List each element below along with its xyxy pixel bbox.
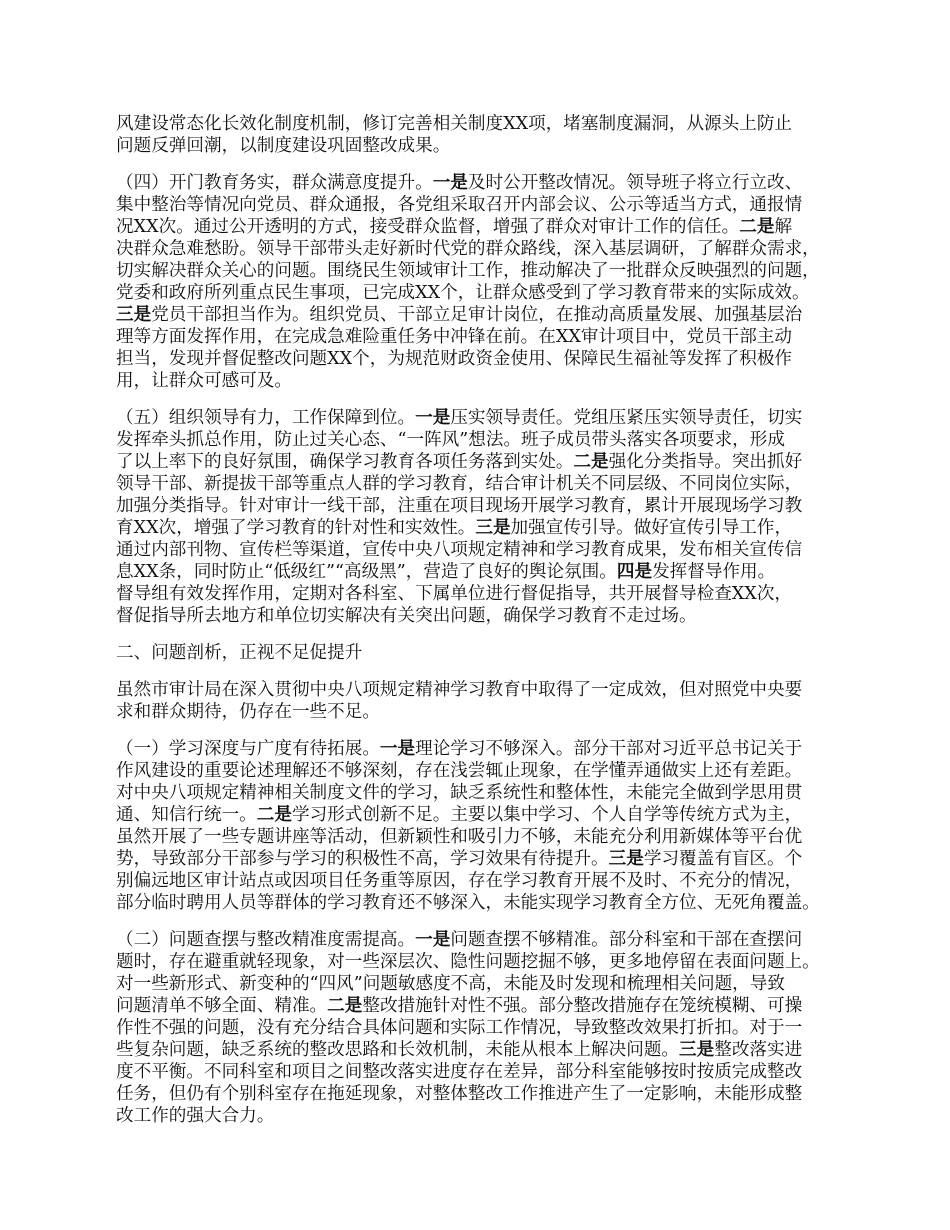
paragraph [116, 738, 846, 914]
text-line [116, 326, 846, 348]
text-segment: （四）开门教育务实，群众满意度提升。 [116, 173, 433, 193]
text-segment: 势，导致部分干部参与学习的积极性不高，学习效果有待提升。 [116, 849, 609, 869]
text-line [116, 583, 846, 605]
text-segment: 风建设常态化长效化制度机制，修订完善相关制度XX项，堵塞制度漏洞，从源头上防止 [116, 114, 793, 134]
text-line [116, 679, 846, 701]
bold-keyword: 二是 [739, 216, 775, 237]
text-line [116, 407, 846, 429]
bold-keyword: 三是 [679, 1039, 715, 1060]
text-segment: 强化分类指导。突出抓好 [608, 452, 803, 472]
text-segment: （五）组织领导有力，工作保障到位。 [116, 408, 416, 428]
text-segment: 集中整治等情况向党员、群众通报，各党组采取召开内部会议、公示等适当方式，通报情 [116, 195, 803, 215]
paragraph [116, 113, 846, 157]
text-line [116, 642, 846, 664]
text-segment: 用，让群众可感可及。 [116, 371, 292, 391]
text-segment: 求和群众期待，仍存在一些不足。 [116, 702, 380, 722]
text-line [116, 804, 846, 826]
text-segment: 对中央八项规定精神相关制度文件的学习，缺乏系统性和整体性，未能完全做到学思用贯 [116, 783, 803, 803]
text-line [116, 892, 846, 914]
text-line [116, 605, 846, 627]
bold-keyword: 四是 [616, 561, 653, 582]
text-line [116, 135, 846, 157]
text-segment: 虽然开展了一些专题讲座等活动，但新颖性和吸引力不够，未能充分利用新媒体等平台优 [116, 827, 803, 847]
text-line [116, 782, 846, 804]
text-line [116, 194, 846, 216]
text-line [116, 304, 846, 326]
text-line [116, 561, 846, 583]
text-segment: 领导干部、新提拔干部等重点人群的学习教育，结合审计机关不同层级、不同岗位实际， [116, 474, 803, 494]
text-segment: 育XX次，增强了学习教育的针对性和实效性。 [116, 518, 476, 538]
text-line [116, 172, 846, 194]
text-line [116, 451, 846, 473]
text-line [116, 238, 846, 260]
bold-keyword: 一是 [432, 172, 468, 193]
text-segment: 学习覆盖有盲区。个 [643, 849, 803, 869]
bold-keyword: 一是 [415, 929, 451, 950]
text-segment: 担当，发现并督促整改问题XX个，为规范财政资金使用、保障民生福祉等发挥了积极作 [116, 349, 793, 369]
text-segment: 息XX条，同时防止“低级红”“高级黑”，营造了良好的舆论氛围。 [116, 562, 617, 582]
text-segment: 解 [774, 217, 793, 237]
text-segment: 党员干部担当作为。组织党员、干部立足审计岗位，在推动高质量发展、加强基层治 [151, 305, 803, 325]
text-segment: 理论学习不够深入。部分干部对习近平总书记关于 [415, 739, 803, 759]
section-heading [116, 642, 846, 664]
text-segment: 问题反弹回潮，以制度建设巩固整改成果。 [116, 136, 451, 156]
text-segment: 加强分类指导。针对审计一线干部，注重在项目现场开展学习教育，累计开展现场学习教 [116, 496, 803, 516]
text-segment: 通、知信行统一。 [116, 805, 257, 825]
text-segment: 督促指导所去地方和单位切实解决有关突出问题，确保学习教育不走过场。 [116, 606, 697, 626]
text-segment: 况XX次。通过公开透明的方式，接受群众监督，增强了群众对审计工作的信任。 [116, 217, 740, 237]
text-line [116, 995, 846, 1017]
text-line [116, 216, 846, 238]
paragraph [116, 679, 846, 723]
text-line [116, 1061, 846, 1083]
bold-keyword: 二是 [573, 451, 609, 472]
paragraph [116, 172, 846, 392]
text-segment: 二、问题剖析，正视不足促提升 [116, 643, 363, 663]
text-line [116, 848, 846, 870]
paragraph [116, 929, 846, 1127]
text-segment: 整改措施针对性不强。部分整改措施存在笼统模糊、可操 [362, 996, 803, 1016]
bold-keyword: 一是 [379, 738, 416, 759]
text-segment: 别偏远地区审计站点或因项目任务重等原因，存在学习教育开展不及时、不充分的情况， [116, 871, 803, 891]
text-segment: 问题清单不够全面、精准。 [116, 996, 328, 1016]
text-segment: 度不平衡。不同科室和项目之间整改落实进度存在差异，部分科室能够按时按质完成整改 [116, 1062, 803, 1082]
document-body [116, 113, 846, 1142]
text-segment: 部分临时聘用人员等群体的学习教育还不够深入，未能实现学习教育全方位、无死角覆盖。 [116, 893, 820, 913]
text-line [116, 517, 846, 539]
text-segment: （二）问题查摆与整改精准度需提高。 [116, 930, 416, 950]
text-segment: 决群众急难愁盼。领导干部带头走好新时代党的群众路线，深入基层调研，了解群众需求， [116, 239, 820, 259]
text-line [116, 701, 846, 723]
text-segment: 发挥牵头抓总作用，防止过关心态、“一阵风”想法。班子成员带头落实各项要求，形成 [116, 430, 785, 450]
text-segment: 理等方面发挥作用，在完成急难险重任务中冲锋在前。在XX审计项目中，党员干部主动 [116, 327, 793, 347]
text-segment: （一）学习深度与广度有待拓展。 [116, 739, 380, 759]
text-segment: 整改落实进 [714, 1040, 803, 1060]
text-segment: 切实解决群众关心的问题。围绕民生领域审计工作，推动解决了一批群众反映强烈的问题， [116, 261, 820, 281]
text-line [116, 1039, 846, 1061]
text-line [116, 951, 846, 973]
text-segment: 对一些新形式、新变种的“四风”问题敏感度不高，未能及时发现和梳理相关问题，导致 [116, 974, 785, 994]
text-segment: 压实领导责任。党组压紧压实领导责任，切实 [450, 408, 803, 428]
text-segment: 作性不强的问题，没有充分结合具体问题和实际工作情况，导致整改效果打折扣。对于一 [116, 1018, 803, 1038]
text-segment: 任务，但仍有个别科室存在拖延现象，对整体整改工作推进产生了一定影响，未能形成整 [116, 1084, 803, 1104]
bold-keyword: 二是 [256, 804, 292, 825]
text-segment: 问题查摆不够精准。部分科室和干部在查摆问 [450, 930, 803, 950]
bold-keyword: 三是 [116, 304, 152, 325]
text-line [116, 260, 846, 282]
text-line [116, 826, 846, 848]
bold-keyword: 二是 [327, 995, 363, 1016]
text-segment: 题时，存在避重就轻现象，对一些深层次、隐性问题挖掘不够，更多地停留在表面问题上。 [116, 952, 820, 972]
text-segment: 些复杂问题，缺乏系统的整改思路和长效机制，未能从根本上解决问题。 [116, 1040, 680, 1060]
text-segment: 督导组有效发挥作用，定期对各科室、下属单位进行督促指导，共开展督导检查XX次， [116, 584, 793, 604]
bold-keyword: 三是 [475, 517, 511, 538]
text-line [116, 738, 846, 760]
text-line [116, 113, 846, 135]
bold-keyword: 三是 [608, 848, 644, 869]
text-line [116, 870, 846, 892]
text-segment: 通过内部刊物、宣传栏等渠道，宣传中央八项规定精神和学习教育成果，发布相关宣传信 [116, 540, 803, 560]
text-segment: 作风建设的重要论述理解还不够深刻，存在浅尝辄止现象，在学懂弄通做实上还有差距。 [116, 761, 803, 781]
text-segment: 发挥督导作用。 [652, 562, 776, 582]
text-segment: 及时公开整改情况。领导班子将立行立改、 [467, 173, 803, 193]
text-segment: 学习形式创新不足。主要以集中学习、个人自学等传统方式为主， [291, 805, 803, 825]
text-line [116, 473, 846, 495]
paragraph [116, 407, 846, 627]
text-line [116, 1017, 846, 1039]
text-line [116, 495, 846, 517]
text-line [116, 348, 846, 370]
text-line [116, 539, 846, 561]
text-line [116, 929, 846, 951]
text-line [116, 1083, 846, 1105]
text-line [116, 760, 846, 782]
text-line [116, 1105, 846, 1127]
text-line [116, 370, 846, 392]
text-segment: 虽然市审计局在深入贯彻中央八项规定精神学习教育中取得了一定成效，但对照党中央要 [116, 680, 803, 700]
text-segment: 改工作的强大合力。 [116, 1106, 275, 1126]
text-segment: 加强宣传引导。做好宣传引导工作， [510, 518, 793, 538]
text-line [116, 282, 846, 304]
text-line [116, 429, 846, 451]
text-segment: 党委和政府所列重点民生事项，已完成XX个，让群众感受到了学习教育带来的实际成效。 [116, 283, 810, 303]
text-line [116, 973, 846, 995]
text-segment: 了以上率下的良好氛围，确保学习教育各项任务落到实处。 [116, 452, 574, 472]
bold-keyword: 一是 [415, 407, 451, 428]
